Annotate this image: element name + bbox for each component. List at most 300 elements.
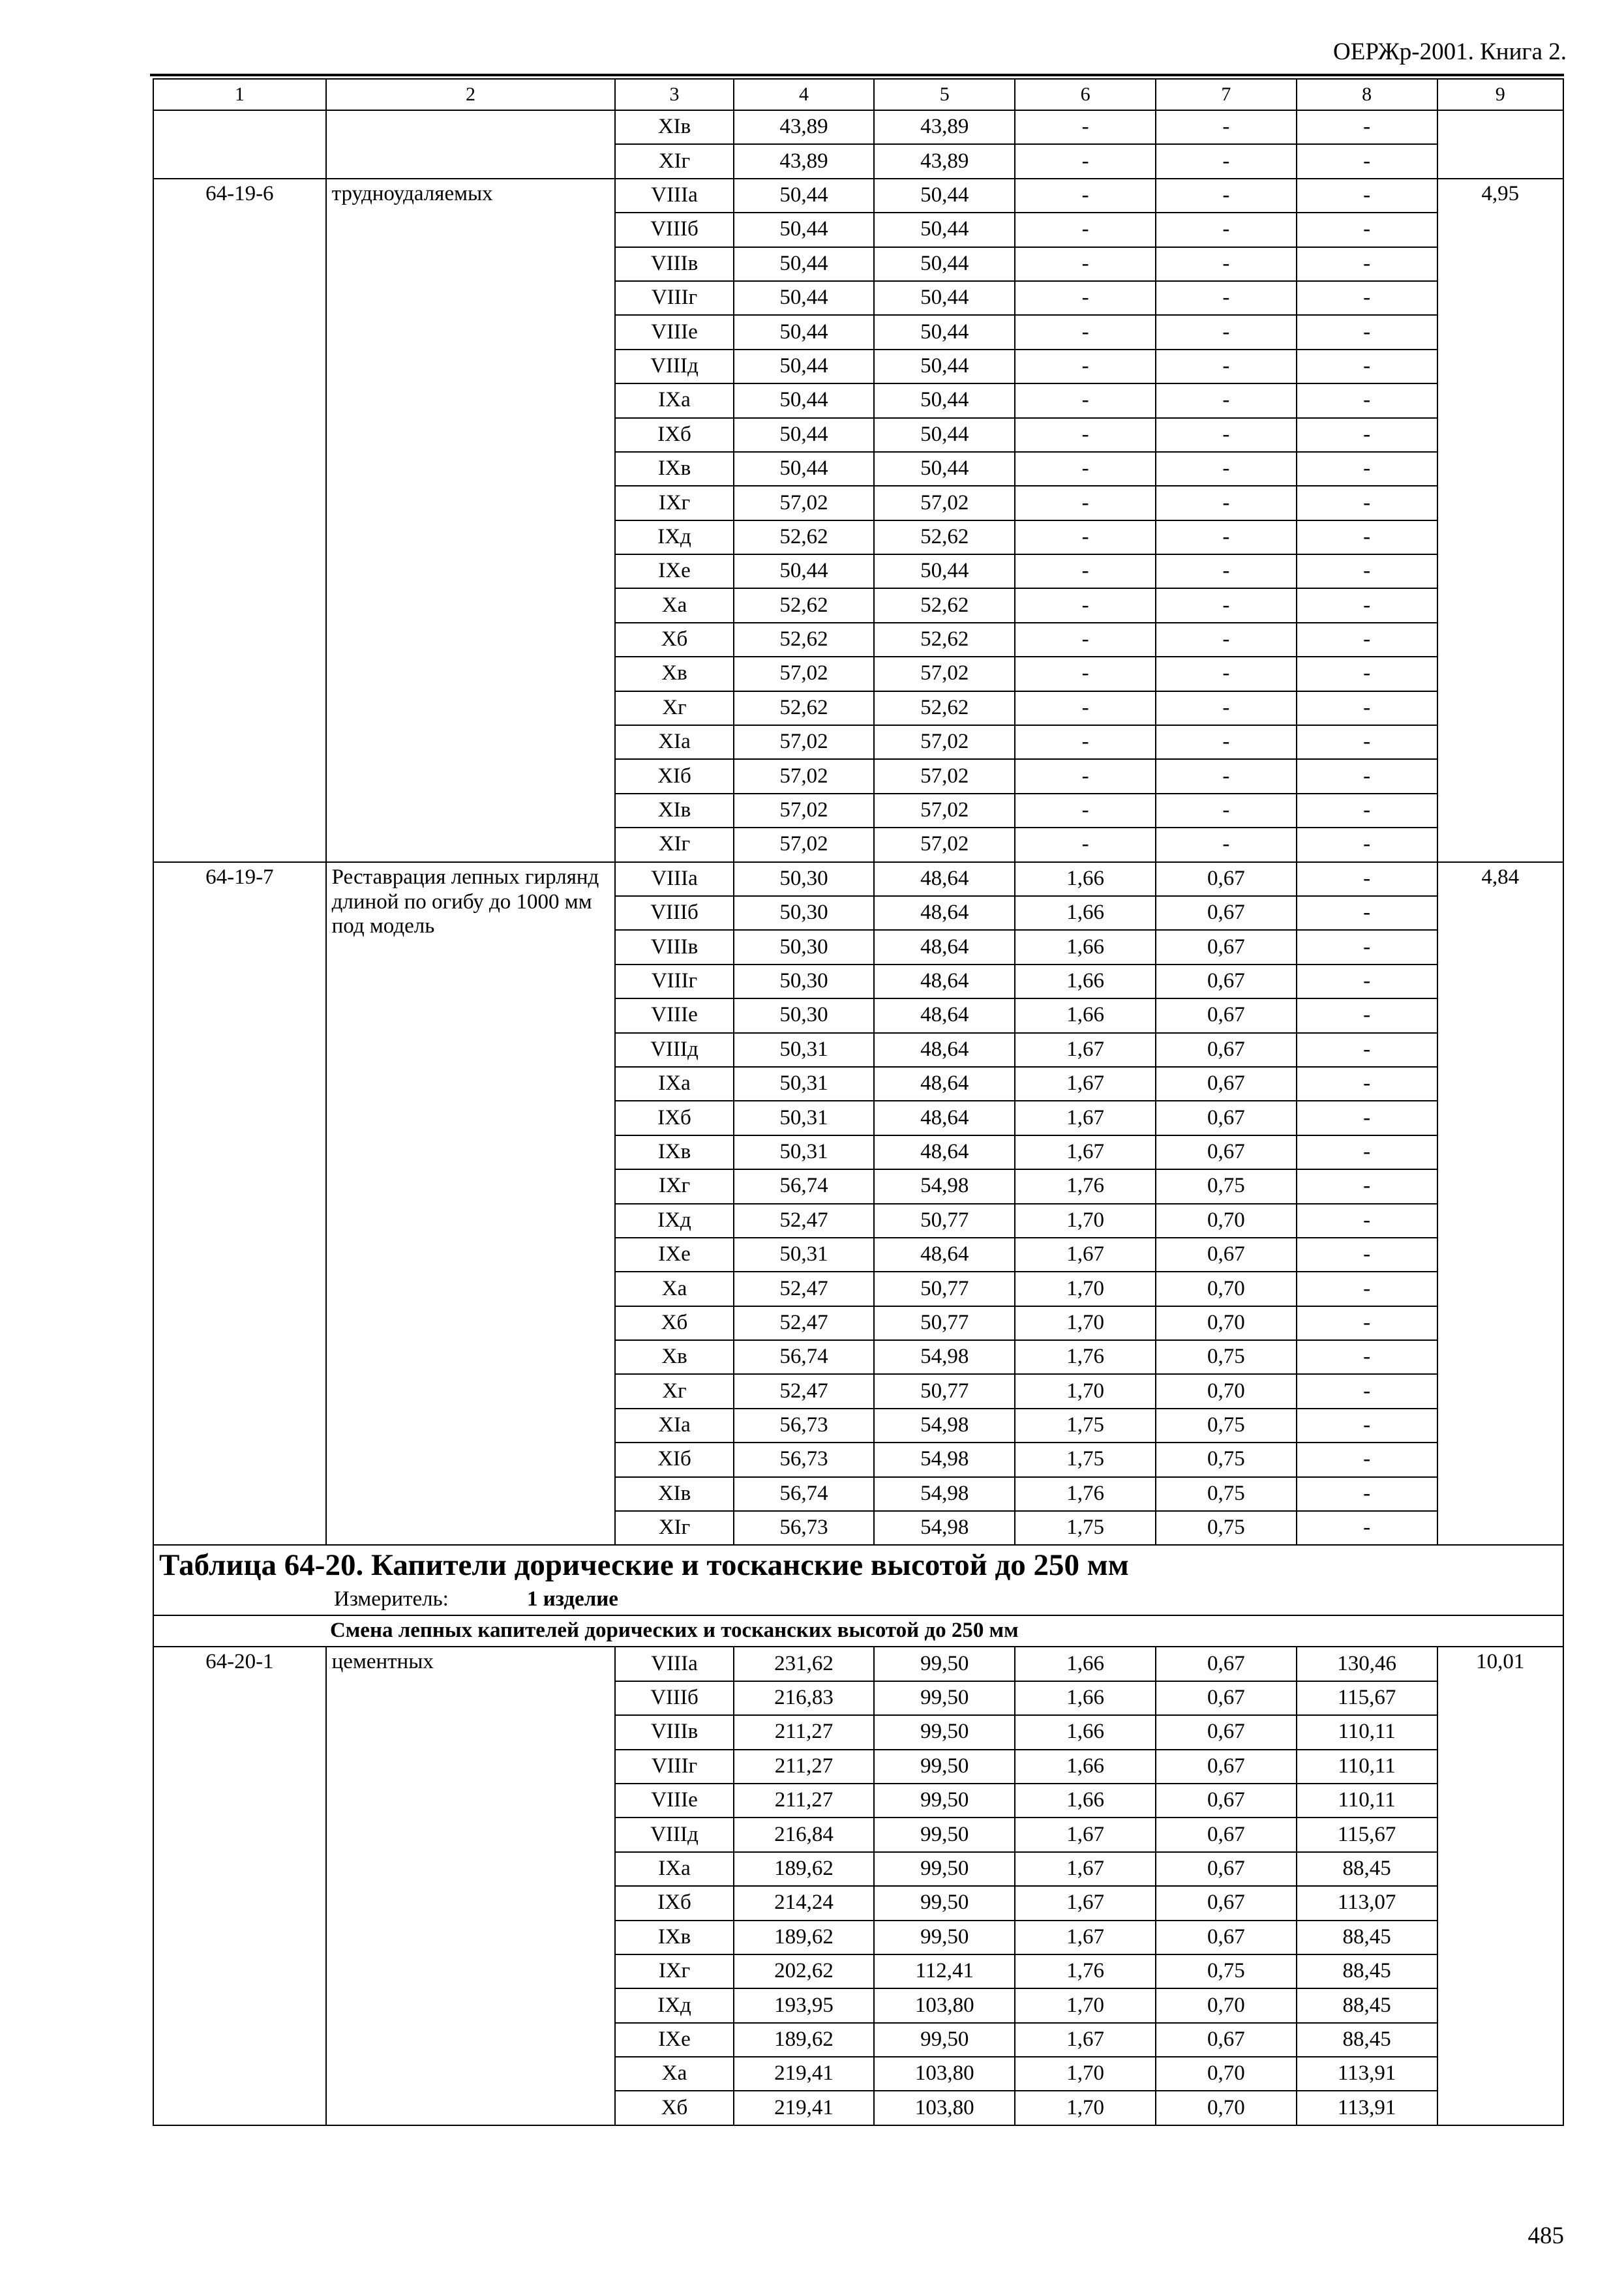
rate-value: - (1015, 588, 1156, 622)
rate-value: 113,91 (1297, 2091, 1437, 2125)
rate-value: 216,83 (734, 1681, 875, 1715)
rate-value: 57,02 (874, 759, 1015, 793)
rate-value: 50,31 (734, 1067, 875, 1101)
rate-value: - (1297, 588, 1437, 622)
rate-value: 50,77 (874, 1306, 1015, 1340)
work-description (326, 110, 616, 179)
rate-value: - (1297, 965, 1437, 998)
labor-cost: 4,84 (1437, 862, 1563, 1546)
rate-value: - (1297, 691, 1437, 725)
rate-value: 43,89 (874, 144, 1015, 178)
zone-code: VIIIе (615, 998, 733, 1032)
rate-value: - (1015, 725, 1156, 759)
rate-value: - (1015, 486, 1156, 520)
zone-code: Xб (615, 2091, 733, 2125)
rate-value: 57,02 (734, 486, 875, 520)
zone-code: Xб (615, 623, 733, 657)
rate-value: 115,67 (1297, 1818, 1437, 1851)
running-header: ОЕРЖр-2001. Книга 2. (1333, 38, 1567, 65)
table-row (153, 1647, 1563, 1681)
rate-value: 0,67 (1156, 1750, 1297, 1784)
rate-value: 1,66 (1015, 896, 1156, 930)
rate-value: 48,64 (874, 998, 1015, 1032)
rate-value: 216,84 (734, 1818, 875, 1851)
rate-value: 1,75 (1015, 1409, 1156, 1443)
rate-value: 43,89 (734, 144, 875, 178)
rate-value: 0,75 (1156, 1409, 1297, 1443)
rate-value: 50,44 (874, 179, 1015, 213)
rate-value: 219,41 (734, 2091, 875, 2125)
rate-value: 0,70 (1156, 1988, 1297, 2022)
rate-value: 1,70 (1015, 2057, 1156, 2091)
rate-value: 52,62 (874, 588, 1015, 622)
rate-value: 0,75 (1156, 1954, 1297, 1988)
rate-value: - (1297, 1511, 1437, 1545)
rate-value: - (1015, 691, 1156, 725)
rate-value: 52,62 (874, 623, 1015, 657)
meter-row (153, 1585, 1563, 1615)
zone-code: XIг (615, 828, 733, 861)
rate-value: 1,66 (1015, 965, 1156, 998)
zone-code: VIIIв (615, 930, 733, 964)
rate-value: 54,98 (874, 1443, 1015, 1476)
rate-value: 1,76 (1015, 1477, 1156, 1511)
rate-code: 64-19-6 (153, 179, 326, 862)
rate-value: 113,91 (1297, 2057, 1437, 2091)
rate-value: 115,67 (1297, 1681, 1437, 1715)
rate-value: 99,50 (874, 1921, 1015, 1954)
zone-code: IXе (615, 1238, 733, 1272)
rate-value: 1,67 (1015, 1033, 1156, 1067)
rate-value: 88,45 (1297, 1988, 1437, 2022)
rate-value: 113,07 (1297, 1886, 1437, 1920)
zone-code: XIв (615, 1477, 733, 1511)
rate-value: 1,70 (1015, 1272, 1156, 1306)
rate-value: 0,70 (1156, 1374, 1297, 1408)
rate-value: - (1297, 1101, 1437, 1135)
rate-value: 0,67 (1156, 862, 1297, 896)
zone-code: VIIIа (615, 862, 733, 896)
rate-value: - (1156, 213, 1297, 247)
rate-value: - (1297, 520, 1437, 554)
rate-value: 0,67 (1156, 998, 1297, 1032)
rate-value: 50,77 (874, 1204, 1015, 1238)
rate-code (153, 110, 326, 179)
rate-value: 0,70 (1156, 2057, 1297, 2091)
rate-value: 54,98 (874, 1340, 1015, 1374)
rate-value: 50,30 (734, 965, 875, 998)
rate-value: 50,30 (734, 862, 875, 896)
zone-code: XIг (615, 144, 733, 178)
zone-code: XIа (615, 725, 733, 759)
labor-cost (1437, 110, 1563, 179)
zone-code: IXд (615, 520, 733, 554)
rates-table (153, 78, 1564, 2126)
rate-value: - (1156, 759, 1297, 793)
rate-value: - (1297, 144, 1437, 178)
rate-value: - (1015, 247, 1156, 281)
rate-value: 88,45 (1297, 1852, 1437, 1886)
rate-value: 52,62 (874, 691, 1015, 725)
rate-value: - (1297, 1340, 1437, 1374)
rate-value: 50,44 (874, 452, 1015, 486)
column-number: 7 (1156, 79, 1297, 110)
rate-value: - (1297, 1374, 1437, 1408)
rate-value: 1,75 (1015, 1511, 1156, 1545)
rate-value: 1,66 (1015, 998, 1156, 1032)
rate-value: 0,67 (1156, 1921, 1297, 1954)
rate-value: 1,70 (1015, 1204, 1156, 1238)
rate-value: 1,70 (1015, 1374, 1156, 1408)
rate-value: - (1297, 350, 1437, 383)
rate-value: - (1297, 657, 1437, 691)
rate-value: 1,67 (1015, 2023, 1156, 2057)
rate-value: 50,44 (874, 281, 1015, 315)
rate-value: - (1156, 383, 1297, 417)
table-row (153, 179, 1563, 213)
rate-value: - (1297, 623, 1437, 657)
rate-value: 0,67 (1156, 1135, 1297, 1169)
rate-value: 0,67 (1156, 896, 1297, 930)
table-row (153, 110, 1563, 144)
rate-value: 50,44 (734, 383, 875, 417)
column-number: 3 (615, 79, 733, 110)
rate-value: 0,70 (1156, 1272, 1297, 1306)
rate-value: 99,50 (874, 1886, 1015, 1920)
rate-value: - (1015, 281, 1156, 315)
rate-value: 48,64 (874, 1101, 1015, 1135)
rate-value: 57,02 (874, 657, 1015, 691)
rate-value: - (1156, 588, 1297, 622)
rate-value: 99,50 (874, 1852, 1015, 1886)
rate-value: - (1297, 862, 1437, 896)
rate-value: - (1297, 418, 1437, 452)
rate-value: 57,02 (874, 828, 1015, 861)
zone-code: VIIIе (615, 315, 733, 349)
rate-value: 1,75 (1015, 1443, 1156, 1476)
rate-value: - (1156, 179, 1297, 213)
rate-value: 88,45 (1297, 2023, 1437, 2057)
rate-value: 50,44 (734, 213, 875, 247)
rate-value: 57,02 (874, 725, 1015, 759)
rate-value: 189,62 (734, 1852, 875, 1886)
rate-value: 1,67 (1015, 1101, 1156, 1135)
rate-value: 1,67 (1015, 1852, 1156, 1886)
rate-value: - (1297, 486, 1437, 520)
rate-value: 1,67 (1015, 1135, 1156, 1169)
rate-value: - (1015, 179, 1156, 213)
rate-value: 0,67 (1156, 1886, 1297, 1920)
rate-value: - (1156, 486, 1297, 520)
rate-value: 48,64 (874, 930, 1015, 964)
rate-value: 110,11 (1297, 1715, 1437, 1749)
rate-value: 0,75 (1156, 1169, 1297, 1203)
rate-value: 0,70 (1156, 1306, 1297, 1340)
zone-code: IXб (615, 1886, 733, 1920)
column-header-row (153, 79, 1563, 110)
header-rule (150, 74, 1564, 76)
rate-value: 50,44 (874, 418, 1015, 452)
rate-value: 50,30 (734, 998, 875, 1032)
rate-value: 1,76 (1015, 1169, 1156, 1203)
zone-code: XIа (615, 1409, 733, 1443)
meter-label: Измеритель: (334, 1587, 449, 1611)
rate-value: 1,66 (1015, 930, 1156, 964)
rate-value: - (1015, 794, 1156, 828)
rate-value: 50,31 (734, 1033, 875, 1067)
zone-code: IXг (615, 486, 733, 520)
rate-value: 1,70 (1015, 2091, 1156, 2125)
rate-value: 99,50 (874, 1784, 1015, 1818)
rate-value: 52,47 (734, 1272, 875, 1306)
rate-code: 64-19-7 (153, 862, 326, 1546)
rate-value: - (1297, 1204, 1437, 1238)
rate-value: 50,44 (874, 315, 1015, 349)
rate-value: - (1156, 144, 1297, 178)
zone-code: VIIIв (615, 1715, 733, 1749)
rate-value: - (1156, 452, 1297, 486)
zone-code: Xа (615, 588, 733, 622)
rate-value: 56,74 (734, 1477, 875, 1511)
rate-value: 48,64 (874, 1238, 1015, 1272)
rate-value: - (1156, 623, 1297, 657)
rate-value: - (1297, 1306, 1437, 1340)
zone-code: VIIIе (615, 1784, 733, 1818)
zone-code: VIIIв (615, 247, 733, 281)
rate-value: - (1297, 554, 1437, 588)
rate-value: 50,77 (874, 1374, 1015, 1408)
rate-value: 54,98 (874, 1477, 1015, 1511)
rate-value: 193,95 (734, 1988, 875, 2022)
zone-code: Xв (615, 657, 733, 691)
rate-value: 50,44 (734, 452, 875, 486)
zone-code: IXд (615, 1204, 733, 1238)
rate-value: 56,73 (734, 1511, 875, 1545)
rate-value: 0,70 (1156, 2091, 1297, 2125)
rate-value: - (1297, 930, 1437, 964)
rate-value: 52,47 (734, 1306, 875, 1340)
rate-value: 112,41 (874, 1954, 1015, 1988)
zone-code: IXб (615, 1101, 733, 1135)
rate-value: 57,02 (734, 828, 875, 861)
rate-value: - (1297, 1238, 1437, 1272)
rate-value: - (1156, 418, 1297, 452)
rate-value: 189,62 (734, 1921, 875, 1954)
rate-value: 1,66 (1015, 1647, 1156, 1681)
rate-value: - (1156, 725, 1297, 759)
work-description: трудноудаляемых (326, 179, 616, 862)
rate-value: 99,50 (874, 1647, 1015, 1681)
section-title: Смена лепных капителей дорических и тосканских высотой до 250 мм (153, 1615, 1563, 1647)
rate-value: 50,30 (734, 930, 875, 964)
table-row (153, 862, 1563, 896)
rate-value: 88,45 (1297, 1954, 1437, 1988)
zone-code: VIIIг (615, 965, 733, 998)
zone-code: VIIIд (615, 1818, 733, 1851)
rate-value: 0,67 (1156, 1818, 1297, 1851)
rate-value: 56,73 (734, 1443, 875, 1476)
rate-value: 0,67 (1156, 965, 1297, 998)
rate-value: - (1015, 213, 1156, 247)
rate-value: 50,44 (734, 418, 875, 452)
rate-value: 50,44 (874, 554, 1015, 588)
zone-code: IXд (615, 1988, 733, 2022)
rate-value: 103,80 (874, 2057, 1015, 2091)
rate-value: - (1156, 110, 1297, 144)
rate-value: 50,44 (874, 213, 1015, 247)
zone-code: Xб (615, 1306, 733, 1340)
rate-value: 202,62 (734, 1954, 875, 1988)
rate-value: - (1015, 315, 1156, 349)
rate-value: 1,66 (1015, 862, 1156, 896)
rate-value: 54,98 (874, 1169, 1015, 1203)
rate-value: - (1156, 657, 1297, 691)
rate-value: 50,44 (874, 247, 1015, 281)
rate-value: - (1156, 350, 1297, 383)
rate-value: 57,02 (874, 486, 1015, 520)
rate-value: 56,74 (734, 1169, 875, 1203)
zone-code: IXв (615, 1921, 733, 1954)
rate-value: - (1156, 828, 1297, 861)
rate-value: - (1297, 998, 1437, 1032)
rate-value: 1,66 (1015, 1715, 1156, 1749)
rate-value: - (1297, 1443, 1437, 1476)
rate-value: 1,66 (1015, 1681, 1156, 1715)
zone-code: XIб (615, 1443, 733, 1476)
rate-value: - (1297, 383, 1437, 417)
rate-value: 57,02 (734, 657, 875, 691)
section-title-row (153, 1615, 1563, 1647)
rate-value: 48,64 (874, 1135, 1015, 1169)
zone-code: XIв (615, 110, 733, 144)
rate-value: 1,66 (1015, 1784, 1156, 1818)
rate-value: - (1297, 759, 1437, 793)
zone-code: Xв (615, 1340, 733, 1374)
rate-value: 52,62 (734, 520, 875, 554)
rate-value: 99,50 (874, 2023, 1015, 2057)
rate-value: 0,75 (1156, 1511, 1297, 1545)
rate-value: 50,31 (734, 1135, 875, 1169)
rate-value: - (1156, 691, 1297, 725)
rate-value: 50,44 (874, 350, 1015, 383)
rate-value: - (1015, 554, 1156, 588)
labor-cost: 4,95 (1437, 179, 1563, 862)
labor-cost: 10,01 (1437, 1647, 1563, 2125)
column-number: 9 (1437, 79, 1563, 110)
rate-value: 50,44 (734, 179, 875, 213)
zone-code: IXа (615, 1852, 733, 1886)
rate-value: 48,64 (874, 1033, 1015, 1067)
rate-value: 219,41 (734, 2057, 875, 2091)
rate-value: 110,11 (1297, 1784, 1437, 1818)
rate-value: 211,27 (734, 1750, 875, 1784)
rate-value: 1,67 (1015, 1921, 1156, 1954)
zone-code: IXб (615, 418, 733, 452)
rate-value: - (1015, 657, 1156, 691)
rate-value: - (1297, 1135, 1437, 1169)
rate-code: 64-20-1 (153, 1647, 326, 2125)
rate-value: 1,67 (1015, 1067, 1156, 1101)
rate-value: - (1015, 350, 1156, 383)
rate-value: - (1015, 759, 1156, 793)
rate-value: 99,50 (874, 1681, 1015, 1715)
rate-value: 48,64 (874, 862, 1015, 896)
rate-value: 0,75 (1156, 1477, 1297, 1511)
zone-code: IXг (615, 1954, 733, 1988)
zone-code: Xг (615, 1374, 733, 1408)
rate-value: 48,64 (874, 896, 1015, 930)
rate-value: 50,44 (734, 247, 875, 281)
rate-value: - (1156, 315, 1297, 349)
zone-code: IXг (615, 1169, 733, 1203)
rate-value: - (1297, 179, 1437, 213)
rate-value: 0,67 (1156, 1101, 1297, 1135)
rate-value: 57,02 (874, 794, 1015, 828)
zone-code: XIб (615, 759, 733, 793)
zone-code: VIIIд (615, 1033, 733, 1067)
rate-value: - (1297, 896, 1437, 930)
rate-value: 43,89 (734, 110, 875, 144)
rate-value: 0,67 (1156, 1647, 1297, 1681)
rate-value: 54,98 (874, 1511, 1015, 1545)
rate-value: - (1156, 281, 1297, 315)
rate-value: 50,44 (734, 554, 875, 588)
rate-value: - (1156, 794, 1297, 828)
rate-value: 52,62 (874, 520, 1015, 554)
rate-value: 0,75 (1156, 1443, 1297, 1476)
rate-value: 56,74 (734, 1340, 875, 1374)
meter-value: 1 изделие (527, 1587, 618, 1611)
rate-value: 130,46 (1297, 1647, 1437, 1681)
rate-value: 52,62 (734, 623, 875, 657)
rate-value: - (1015, 452, 1156, 486)
rate-value: 50,77 (874, 1272, 1015, 1306)
rate-value: 211,27 (734, 1784, 875, 1818)
zone-code: IXа (615, 383, 733, 417)
rate-value: - (1297, 452, 1437, 486)
zone-code: IXе (615, 554, 733, 588)
rate-value: - (1297, 281, 1437, 315)
rate-value: 50,44 (874, 383, 1015, 417)
rate-value: 1,67 (1015, 1238, 1156, 1272)
rate-value: - (1015, 623, 1156, 657)
rate-value: 1,67 (1015, 1886, 1156, 1920)
rate-value: 88,45 (1297, 1921, 1437, 1954)
rate-value: 57,02 (734, 725, 875, 759)
rate-value: 0,67 (1156, 1238, 1297, 1272)
rate-value: 0,70 (1156, 1204, 1297, 1238)
rate-value: 52,47 (734, 1374, 875, 1408)
rate-value: 50,44 (734, 350, 875, 383)
zone-code: Xа (615, 1272, 733, 1306)
rate-value: 52,62 (734, 691, 875, 725)
rate-value: 50,31 (734, 1101, 875, 1135)
rate-value: - (1156, 520, 1297, 554)
rate-value: 1,70 (1015, 1306, 1156, 1340)
rate-value: 52,62 (734, 588, 875, 622)
rate-value: 0,75 (1156, 1340, 1297, 1374)
rate-value: 189,62 (734, 2023, 875, 2057)
page-number: 485 (1527, 2222, 1564, 2249)
table-title-row (153, 1545, 1563, 1585)
rate-value: 0,67 (1156, 1784, 1297, 1818)
zone-code: XIг (615, 1511, 733, 1545)
zone-code: IXв (615, 452, 733, 486)
column-number: 1 (153, 79, 326, 110)
work-description: Реставрация лепных гирлянд длиной по огибу до 1000 мм под модель (326, 862, 616, 1546)
rate-value: - (1297, 1033, 1437, 1067)
rate-value: 110,11 (1297, 1750, 1437, 1784)
